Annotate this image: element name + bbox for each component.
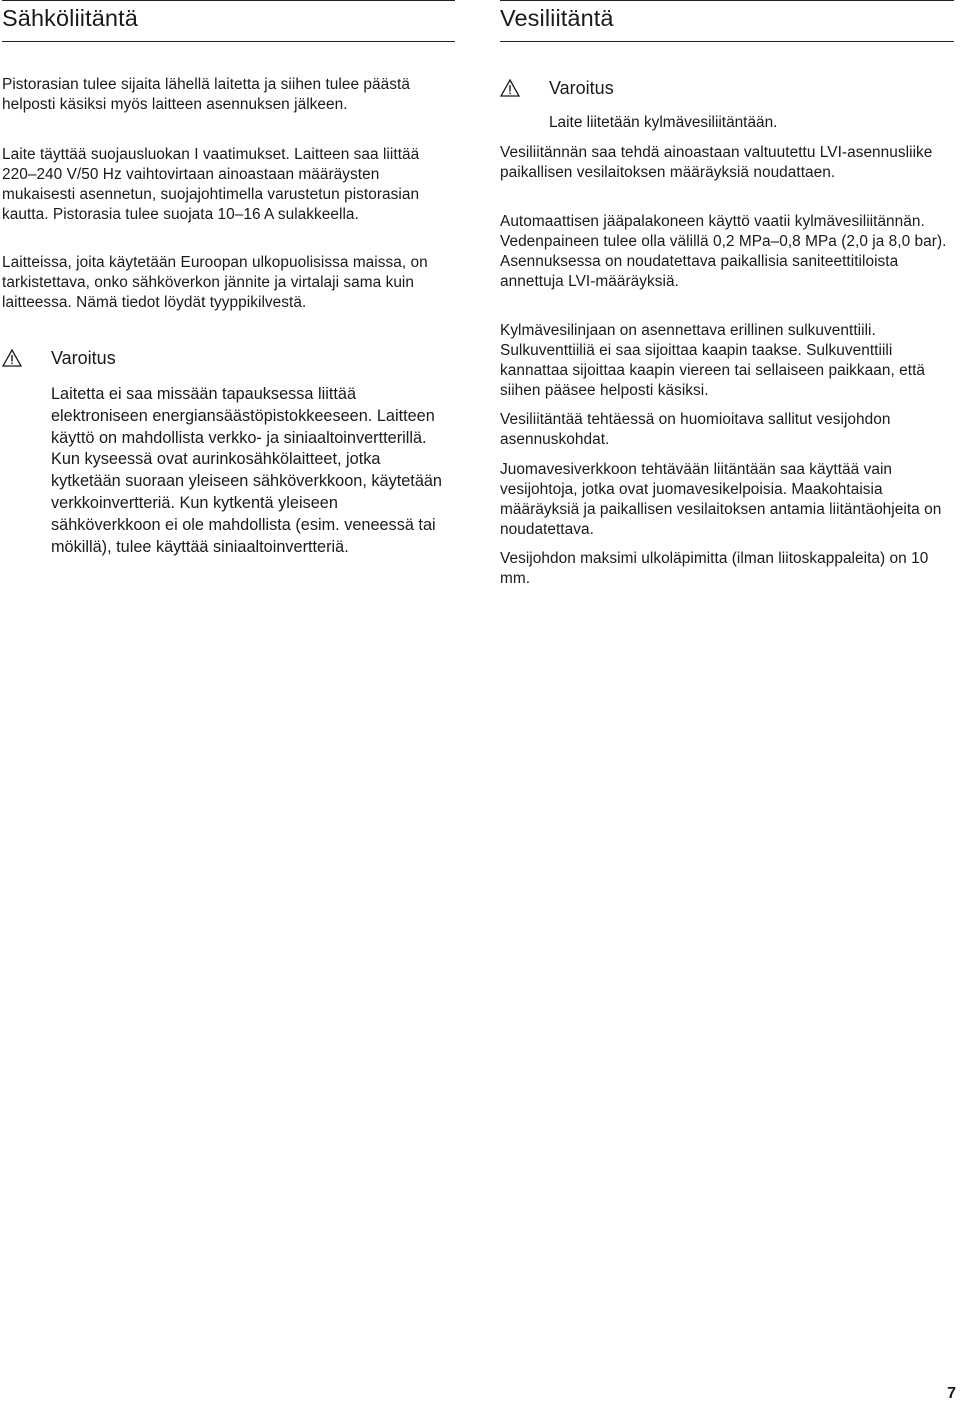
warning-text: Laitetta ei saa missään tapauksessa liittää elektroniseen energiansäästöpistokkeeseen. Laitteen käyttö on mahdollista verkko- ja siniaaltoinvertterillä. Kun kyseessä ovat aurinkosähkölaitteet, jotka kytketään suoraan yleiseen sähköverkkoon, käytetään verkkoinvertteriä. Kun kytkentä yleiseen sähköverkkoon ei ole mahdollista (esim. veneessä tai mökillä), tulee käyttää siniaaltoinvertteriä. <box>51 385 442 556</box>
right-column <box>500 0 954 587</box>
warning-triangle-icon <box>500 79 520 97</box>
warning-title: Varoitus <box>549 78 614 98</box>
page-number: 7 <box>947 1385 956 1402</box>
warning-title: Varoitus <box>51 348 116 368</box>
paragraph: Laite täyttää suojausluokan I vaatimukset. Laitteen saa liittää 220–240 V/50 Hz vaihtovirtaan ainoastaan määräysten mukaisesti asennetun, suojajohtimella varustetun pistorasian kautta. Pistorasia tulee suojata 10–16 A sulakkeella. <box>2 146 420 223</box>
paragraph: Laitteissa, joita käytetään Euroopan ulkopuolisissa maissa, on tarkistettava, onko sähköverkon jännite ja virtalaji sama kuin laitteessa. Nämä tiedot löydät tyyppikilvestä. <box>2 254 428 311</box>
paragraph: Kylmävesilinjaan on asennettava erillinen sulkuventtiili. Sulkuventtiiliä ei saa sijoittaa kaapin taakse. Sulkuventtiili kannattaa sijoittaa kaapin viereen tai sellaiseen paikkaan, että siihen pääsee helposti käsiksi. <box>500 322 926 399</box>
paragraph: Pistorasian tulee sijaita lähellä laitetta ja siihen tulee päästä helposti käsiksi myös laitteen asennuksen jälkeen. <box>2 76 410 113</box>
paragraph: Juomavesiverkkoon tehtävään liitäntään saa käyttää vain vesijohtoja, jotka ovat juomavesikelpoisia. Maakohtaisia määräyksiä ja paikallisen vesilaitoksen antamia liitäntäohjeita on noudatettava. <box>500 461 942 538</box>
warning-triangle-icon <box>2 349 22 367</box>
warning-text: Laite liitetään kylmävesiliitäntään. <box>549 114 778 131</box>
paragraph: Vesijohdon maksimi ulkoläpimitta (ilman liitoskappaleita) on 10 mm. <box>500 550 929 587</box>
section-title: Vesiliitäntä <box>500 5 614 31</box>
section-title: Sähköliitäntä <box>2 5 138 31</box>
paragraph: Automaattisen jääpalakoneen käyttö vaatii kylmävesiliitännän. Vedenpaineen tulee olla välillä 0,2 MPa–0,8 MPa (2,0 ja 8,0 bar). Asennuksessa on noudatettava paikallisia saniteettitiloista annettuja LVI-määräyksiä. <box>500 213 947 290</box>
paragraph: Vesiliitännän saa tehdä ainoastaan valtuutettu LVI-asennusliike paikallisen vesilaitoksen määräyksiä noudattaen. <box>500 144 933 181</box>
left-column <box>2 0 455 556</box>
section-header-water <box>500 0 954 42</box>
section-header-electrical <box>2 0 455 42</box>
paragraph: Vesiliitäntää tehtäessä on huomioitava sallitut vesijohdon asennuskohdat. <box>500 411 891 448</box>
